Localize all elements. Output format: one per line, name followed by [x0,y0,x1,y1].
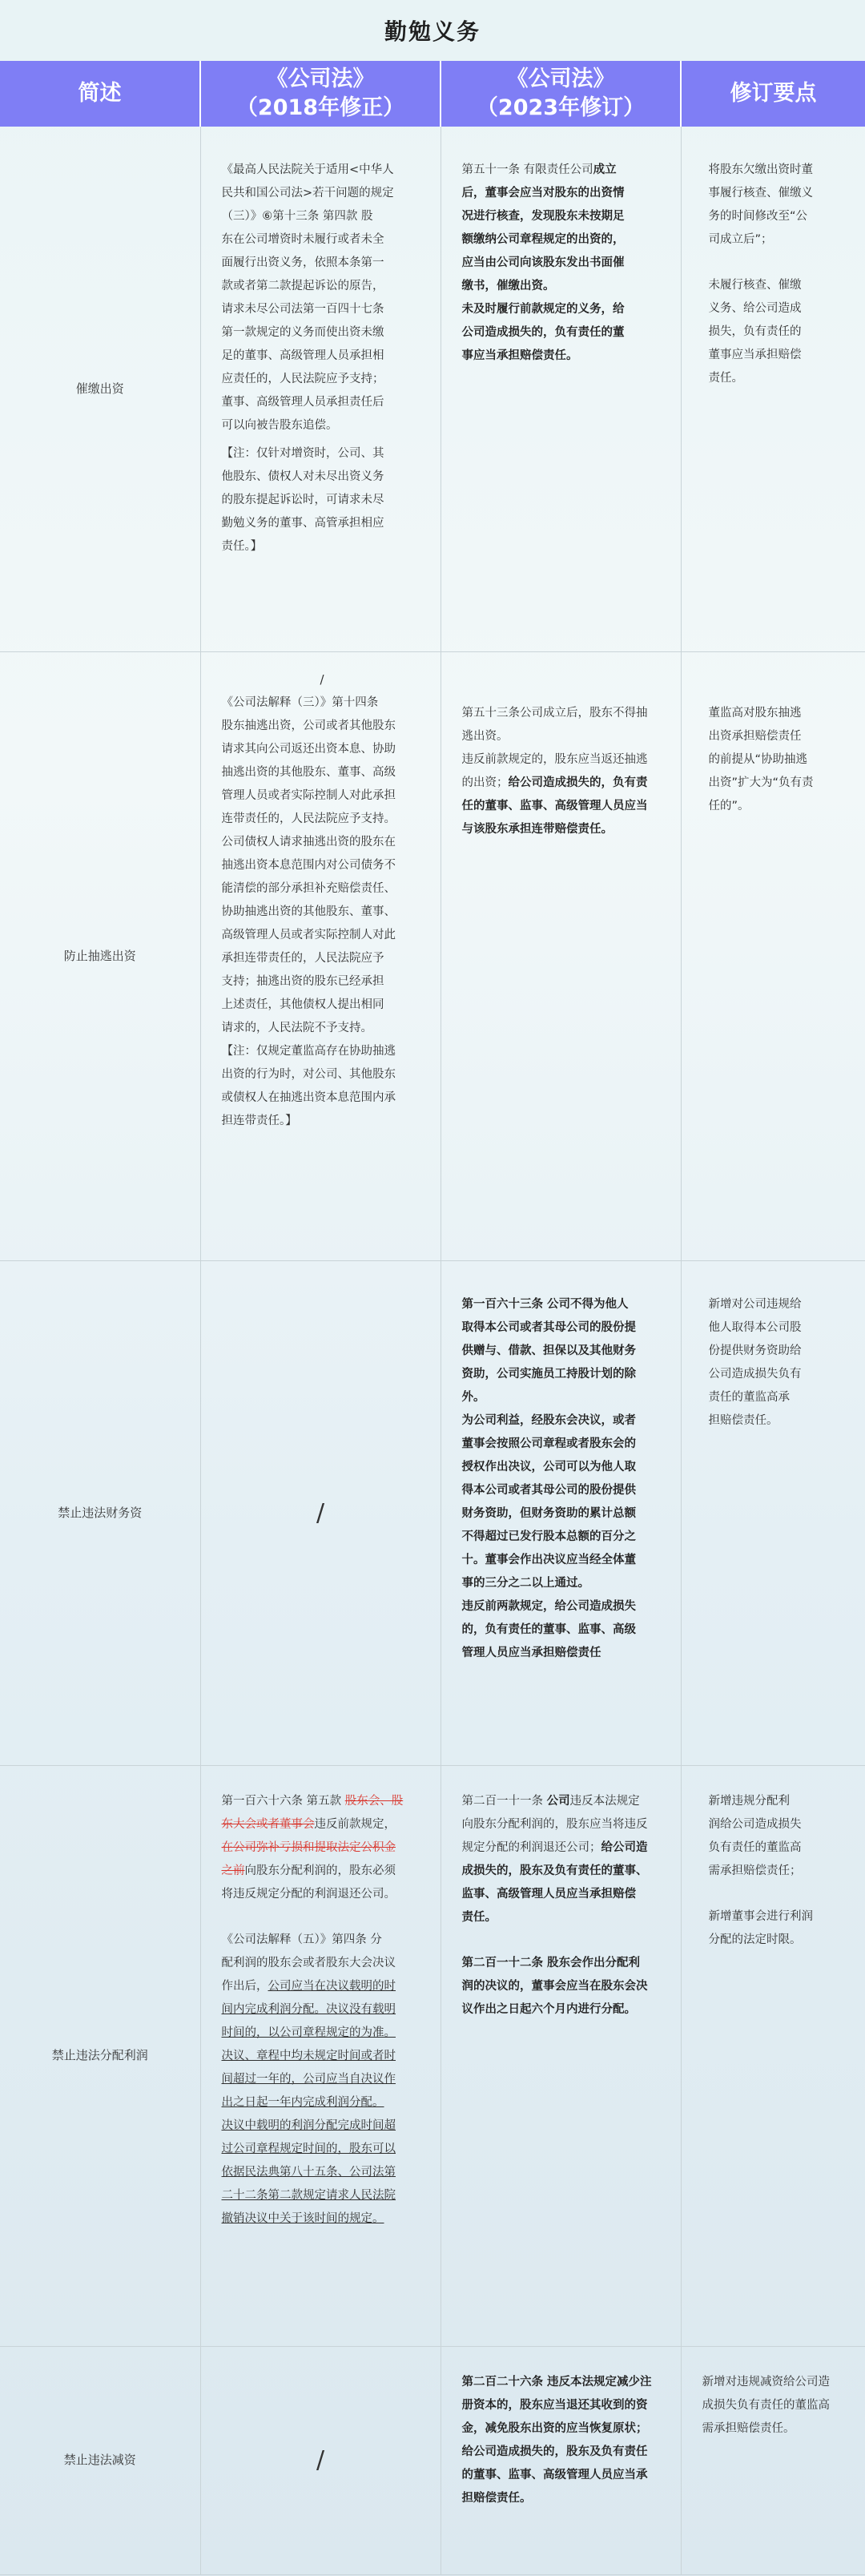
text-line: 出资”扩大为“负有责 [708,776,814,789]
old-law-note [222,442,423,558]
key-points-cell [681,651,865,1260]
text-line: 给公司造成损失的，股东及负有责任 [461,2445,648,2458]
text-span: 将违反规定分配的利润退还公司。 [221,1887,396,1901]
text-line: 的董事、监事、高级管理人员应当承 [461,2468,648,2481]
text-line: 润的决议的，董事会应当在股东会决 [461,1979,648,1993]
text-line: 第一百六十三条 公司不得为他人 [461,1297,629,1311]
text-span: 给公司造 [601,1840,648,1854]
text-line: 新增对公司违规给 [708,1297,802,1311]
text-span: 的出资； [461,776,509,789]
underlined-text: 决议、章程中均未规定时间或者时 [221,2049,396,2062]
text-line: 得本公司或者其母公司的股份提供 [461,1483,636,1497]
text-line: 为公司利益，经股东会决议，或者 [461,1413,636,1427]
text-span: 违反本法规定 [569,1794,640,1808]
new-law-paragraph [462,1952,663,2022]
text-line: 第二百一十二条 股东会作出分配利 [461,1956,641,1969]
header-old-law [200,61,441,127]
text-line: 任的”。 [708,799,750,812]
text-line: 担赔偿责任。 [708,1413,778,1427]
text-line: 义务、给公司造成 [708,302,802,315]
text-line: 取得本公司或者其母公司的股份提 [461,1320,636,1334]
underlined-text: 二十二条第二款规定请求人民法院 [221,2188,396,2202]
table-row [0,1260,865,1765]
text-line: 能清偿的部分承担补充赔偿责任、 [221,881,396,895]
text-line: 未履行核查、催缴 [708,279,802,292]
text-line: 资助，公司实施员工持股计划的除 [461,1367,636,1381]
text-span: 违反前款规定， [314,1817,396,1831]
text-line: 可以向被告股东追偿。 [221,419,338,432]
text-line: 董监高对股东抽逃 [708,706,802,720]
text-line: 担赔偿责任。 [461,2491,532,2505]
new-law-cell [441,2346,681,2574]
text-line: 新增违规分配利 [708,1794,790,1808]
row-summary: 禁止违法财务资 [0,1260,200,1765]
key-point [709,1790,850,1883]
old-law-paragraph [222,1929,423,2231]
text-line: 事的三分之二以上通过。 [461,1576,589,1590]
new-law-cell [441,651,681,1260]
table-row [0,127,865,651]
text-line: 支持；抽逃出资的股东已经承担 [221,974,384,988]
text-line: 责任。】 [221,540,263,553]
key-points-cell [681,127,865,651]
text-line: 成损失的，股东及负有责任的董事、 [461,1864,648,1877]
text-span: 给公司造成损失的，负有责 [508,776,648,789]
text-line: 应当由公司向该股东发出书面催 [461,256,625,269]
text-line: 出资承担赔偿责任 [708,729,802,743]
text-line: 况进行核查，发现股东未按期足 [461,210,625,223]
row-summary: 防止抽逃出资 [0,651,200,1260]
text-line: 供赠与、借款、担保以及其他财务 [461,1344,636,1357]
text-line: 司成立后”； [708,233,773,246]
text-line: 应责任的，人民法院应予支持； [221,373,384,385]
text-line: 授权作出决议，公司可以为他人取 [461,1460,636,1473]
key-points-cell [681,1765,865,2346]
text-line: 股东抽逃出资，公司或者其他股东 [221,719,396,732]
text-line: 《公司法解释（三）》第十四条 [221,695,379,709]
old-law-cell [200,127,441,651]
key-point [709,1293,850,1433]
old-law-paragraph [222,159,423,437]
text-line: 董事、高级管理人员承担责任后 [221,396,384,409]
text-line: 负有责任的董监高 [708,1840,802,1854]
header-row [0,61,865,127]
text-line: 【注：仅规定董监高存在协助抽逃 [221,1044,396,1058]
text-line: 民共和国公司法>若干问题的规定 [221,187,394,200]
text-line: 监事、高级管理人员应当承担赔偿 [461,1887,636,1901]
underlined-text: 决议中载明的利润分配完成时间超 [221,2118,396,2132]
slash-mark: / [320,671,324,687]
text-line: 向股东分配利润的，股东应当将违反 [461,1817,648,1831]
text-line: 面履行出资义务，依照本条第一 [221,256,384,269]
text-line: 款或者第二款提起诉讼的原告， [221,280,384,292]
text-line: 润给公司造成损失 [708,1817,802,1831]
text-line: 成损失负有责任的董监高 [702,2398,830,2412]
text-line: 管理人员或者实际控制人对此承担 [221,788,396,802]
text-span: 作出后， [221,1979,268,1993]
row-summary: 催缴出资 [0,127,200,651]
text-span: 规定分配的利润退还公司； [461,1840,601,1854]
text-line: 请求的，人民法院不予支持。 [221,1021,372,1034]
text-line: 违反前款规定的，股东应当返还抽逃 [461,752,648,766]
text-line: 公司债权人请求抽逃出资的股东在 [221,835,396,849]
header-new-law-line1: 《公司法》 [506,67,615,91]
old-law-cell [200,1765,441,2346]
page-title: 勤勉义务 [0,0,865,61]
key-point [702,2371,850,2441]
key-point [709,702,850,818]
text-line: 事履行核查、催缴义 [708,187,813,200]
text-line: （三）》⑥第十三条 第四款 股 [221,210,373,223]
text-line: 高级管理人员或者实际控制人对此 [221,928,396,941]
header-new-law-line2: （2023年修订） [476,95,646,120]
new-law-cell [441,127,681,651]
text-line: 董事会按照公司章程或者股东会的 [461,1437,636,1450]
deleted-text: 东大会或者董事会 [221,1817,315,1831]
text-line: 连带责任的，人民法院应予支持。 [221,812,396,825]
text-line: 册资本的，股东应当退还其收到的资 [461,2398,648,2412]
text-line: 第一款规定的义务而使出资未缴 [221,326,384,339]
text-line: 未及时履行前款规定的义务，给 [461,303,625,316]
text-span: 第五十一条 有限责任公司 [461,163,593,176]
old-law-paragraph [222,1790,423,1906]
deleted-text: 在公司弥补亏损和提取法定公积金 [221,1840,396,1854]
text-line: 与该股东承担连带赔偿责任。 [461,822,613,836]
text-line: 额缴纳公司章程规定的出资的， [461,233,625,246]
row-summary: 禁止违法减资 [0,2346,200,2574]
text-line: 请求其向公司返还出资本息、协助 [221,742,396,756]
text-line: 的股东提起诉讼时，可请求未尽 [221,494,384,506]
text-line: 缴书，催缴出资。 [461,280,555,292]
text-line: 责任。 [708,372,743,385]
text-line: 份提供财务资助给 [708,1344,802,1357]
text-line: 的前提从“协助抽逃 [708,752,808,766]
text-span: 成立 [593,163,617,176]
underlined-text: 间内完成利润分配。决议没有载明 [221,2002,396,2016]
text-span: 第一百六十六条 第五款 [221,1794,345,1808]
new-law-cell [441,1765,681,2346]
key-point [709,274,850,390]
old-law-note [222,1040,423,1133]
text-line: 后，董事会应当对股东的出资情 [461,187,625,200]
text-span: 第二百一十一条 [461,1794,547,1808]
text-line: 请求未尽公司法第一百四十七条 [221,303,384,316]
underlined-text: 出之日起一年内完成利润分配。 [221,2095,384,2109]
text-span: 公司 [546,1794,570,1808]
text-line: 新增对违规减资给公司造 [702,2375,830,2389]
underlined-text: 间超过一年的，公司应当自决议作 [221,2072,396,2086]
key-point [709,1905,850,1952]
old-law-paragraph [222,691,423,1040]
table-row [0,1765,865,2346]
text-line: 上述责任，其他债权人提出相同 [221,998,384,1011]
text-line: 勤勉义务的董事、高管承担相应 [221,517,384,530]
text-line: 责任。 [461,1910,497,1924]
deleted-text: 股东会、股 [344,1794,404,1808]
underlined-text: 撤销决议中关于该时间的规定。 [221,2211,384,2225]
text-line: 需承担赔偿责任； [708,1864,802,1877]
underlined-text: 依据民法典第八十五条、公司法第 [221,2165,396,2179]
text-line: 第五十三条公司成立后，股东不得抽 [461,706,648,720]
key-point [709,159,850,252]
old-law-cell-empty: / [200,2346,441,2574]
old-law-cell-empty: / [200,1260,441,1765]
key-points-cell [681,1260,865,1765]
key-points-cell [681,2346,865,2574]
deleted-text: 之前 [221,1864,245,1877]
text-line: 事应当承担赔偿责任。 [461,349,578,362]
text-line: 分配的法定时限。 [708,1933,802,1946]
text-line: 抽逃出资的其他股东、董事、高级 [221,765,396,779]
text-line: 外。 [461,1390,485,1404]
text-line: 东在公司增资时未履行或者未全 [221,233,384,246]
text-line: 【注：仅针对增资时，公司、其 [221,447,384,460]
text-line: 不得超过已发行股本总额的百分之 [461,1530,636,1543]
new-law-cell [441,1260,681,1765]
old-law-cell [200,651,441,1260]
text-line: 金，减免股东出资的应当恢复原状； [461,2421,648,2435]
text-line: 《公司法解释（五）》第四条 分 [221,1933,382,1946]
new-law-paragraph [462,1790,663,1929]
underlined-text: 时间的，以公司章程规定的为准。 [221,2026,396,2039]
text-line: 逃出资。 [461,729,509,743]
text-line: 《最高人民法院关于适用<中华人 [221,163,394,176]
text-line: 公司造成损失的，负有责任的董 [461,326,625,339]
text-line: 担连带责任。】 [221,1114,297,1127]
underlined-text: 公司应当在决议载明的时 [268,1979,396,1993]
header-new-law [441,61,681,127]
text-line: 务的时间修改至“公 [708,210,808,223]
text-line: 管理人员应当承担赔偿责任 [461,1646,601,1659]
text-line: 他人取得本公司股 [708,1320,802,1334]
text-line: 承担连带责任的，人民法院应予 [221,951,384,965]
header-old-law-line2: （2018年修正） [235,95,405,120]
text-line: 出资的行为时，对公司、其他股东 [221,1067,396,1081]
comparison-table [0,61,865,2575]
header-key-points: 修订要点 [681,61,865,127]
text-line: 他股东、债权人对未尽出资义务 [221,470,384,483]
text-line: 公司造成损失负有 [708,1367,802,1381]
text-line: 协助抽逃出资的其他股东、董事、 [221,905,396,918]
table-row [0,651,865,1260]
text-line: 董事应当承担赔偿 [708,349,802,361]
table-row [0,2346,865,2574]
text-line: 财务资助，但财务资助的累计总额 [461,1506,636,1520]
text-line: 违反前两款规定，给公司造成损失 [461,1599,636,1613]
text-line: 配利润的股东会或者股东大会决议 [221,1956,396,1969]
text-line: 将股东欠缴出资时董 [708,163,813,176]
text-line: 足的董事、高级管理人员承担相 [221,349,384,362]
text-line: 或债权人在抽逃出资本息范围内承 [221,1090,396,1104]
text-line: 的，负有责任的董事、监事、高级 [461,1623,636,1636]
text-line: 需承担赔偿责任。 [702,2421,795,2435]
text-line: 十。董事会作出决议应当经全体董 [461,1553,636,1566]
text-line: 任的董事、监事、高级管理人员应当 [461,799,648,812]
text-line: 抽逃出资本息范围内对公司债务不 [221,858,396,872]
underlined-text: 过公司章程规定时间的，股东可以 [221,2142,396,2155]
text-line: 新增董事会进行利润 [708,1909,813,1923]
row-summary: 禁止违法分配利润 [0,1765,200,2346]
text-line: 第二百二十六条 违反本法规定减少注 [461,2375,652,2389]
text-span: 向股东分配利润的，股东必须 [244,1864,396,1877]
text-line: 损失，负有责任的 [708,325,802,338]
text-line: 责任的董监高承 [708,1390,790,1404]
text-line: 议作出之日起六个月内进行分配。 [461,2002,636,2016]
header-old-law-line1: 《公司法》 [266,67,375,91]
header-summary: 简述 [0,61,200,127]
